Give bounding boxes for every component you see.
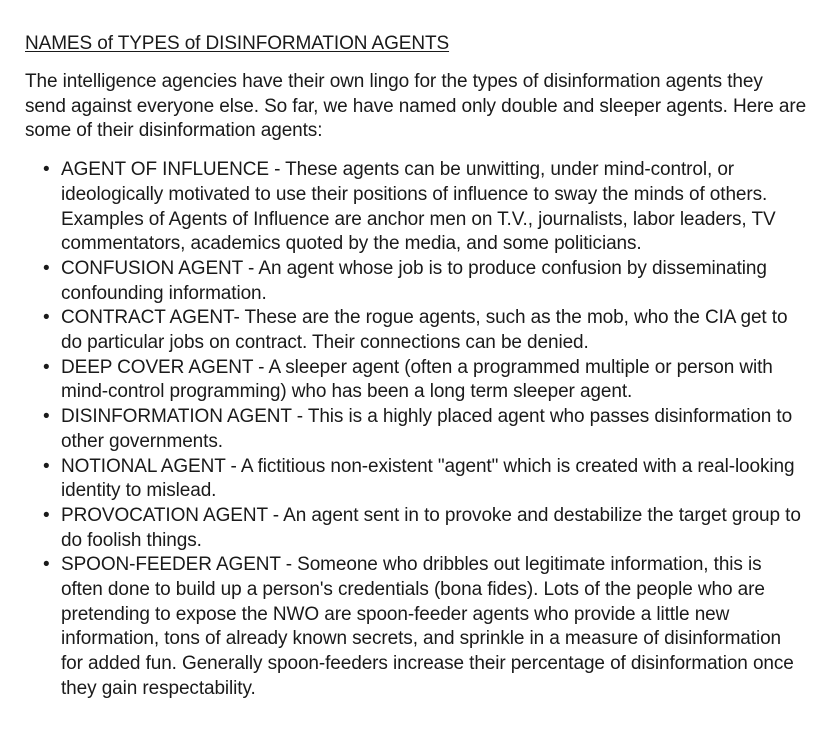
list-item-text: SPOON-FEEDER AGENT - Someone who dribbles out legitimate information, this is often done to build up a person's credentials (bona fides). Lots of the people who are pretending to expose the NWO are spoon-feeder agents who provide a little new information, tons of already known secrets, and sprinkle in a measure of disinformation for added fun. Generally spoon-feeders increase their percentage of disinformation once they gain respectability. [61,554,794,699]
list-item-text: DEEP COVER AGENT - A sleeper agent (often a programmed multiple or person with mind-control programming) who has been a long term sleeper agent. [61,356,773,403]
bullet-icon: • [43,455,50,477]
list-item [25,158,808,257]
list-item [25,455,808,504]
intro-paragraph: The intelligence agencies have their own lingo for the types of disinformation agents they send against everyone else. So far, we have named only double and sleeper agents. Here are some of their disinformation agents: [25,71,807,142]
list-item-text: CONTRACT AGENT- These are the rogue agents, such as the mob, who the CIA get to do particular jobs on contract. Their connections can be denied. [61,307,788,354]
bullet-icon: • [43,356,50,378]
agent-list [25,158,808,701]
list-item-text: CONFUSION AGENT - An agent whose job is to produce confusion by disseminating confounding information. [61,257,767,304]
list-item [25,405,808,454]
list-item-text: DISINFORMATION AGENT - This is a highly placed agent who passes disinformation to other governments. [61,406,793,452]
bullet-icon: • [43,554,50,576]
list-item [25,356,808,405]
document-title: NAMES of TYPES of DISINFORMATION AGENTS [25,33,450,54]
list-item-text: AGENT OF INFLUENCE - These agents can be unwitting, under mind-control, or ideologically motivated to use their positions of influence to sway the minds of others. Examples of Agents of Influence are anchor men on T.V., journalists, labor leaders, TV commentators, academics quoted by the media, and some politicians. [61,159,776,255]
list-item [25,257,808,306]
list-item [25,504,808,553]
bullet-icon: • [43,504,50,526]
bullet-icon: • [43,406,50,428]
bullet-icon: • [43,159,50,181]
list-item [25,553,808,701]
list-item-text: NOTIONAL AGENT - A fictitious non-existent "agent" which is created with a real-looking identity to mislead. [61,455,795,502]
list-item-text: PROVOCATION AGENT - An agent sent in to provoke and destabilize the target group to do foolish things. [61,504,801,551]
bullet-icon: • [43,257,50,279]
bullet-icon: • [43,307,50,329]
list-item [25,306,808,355]
